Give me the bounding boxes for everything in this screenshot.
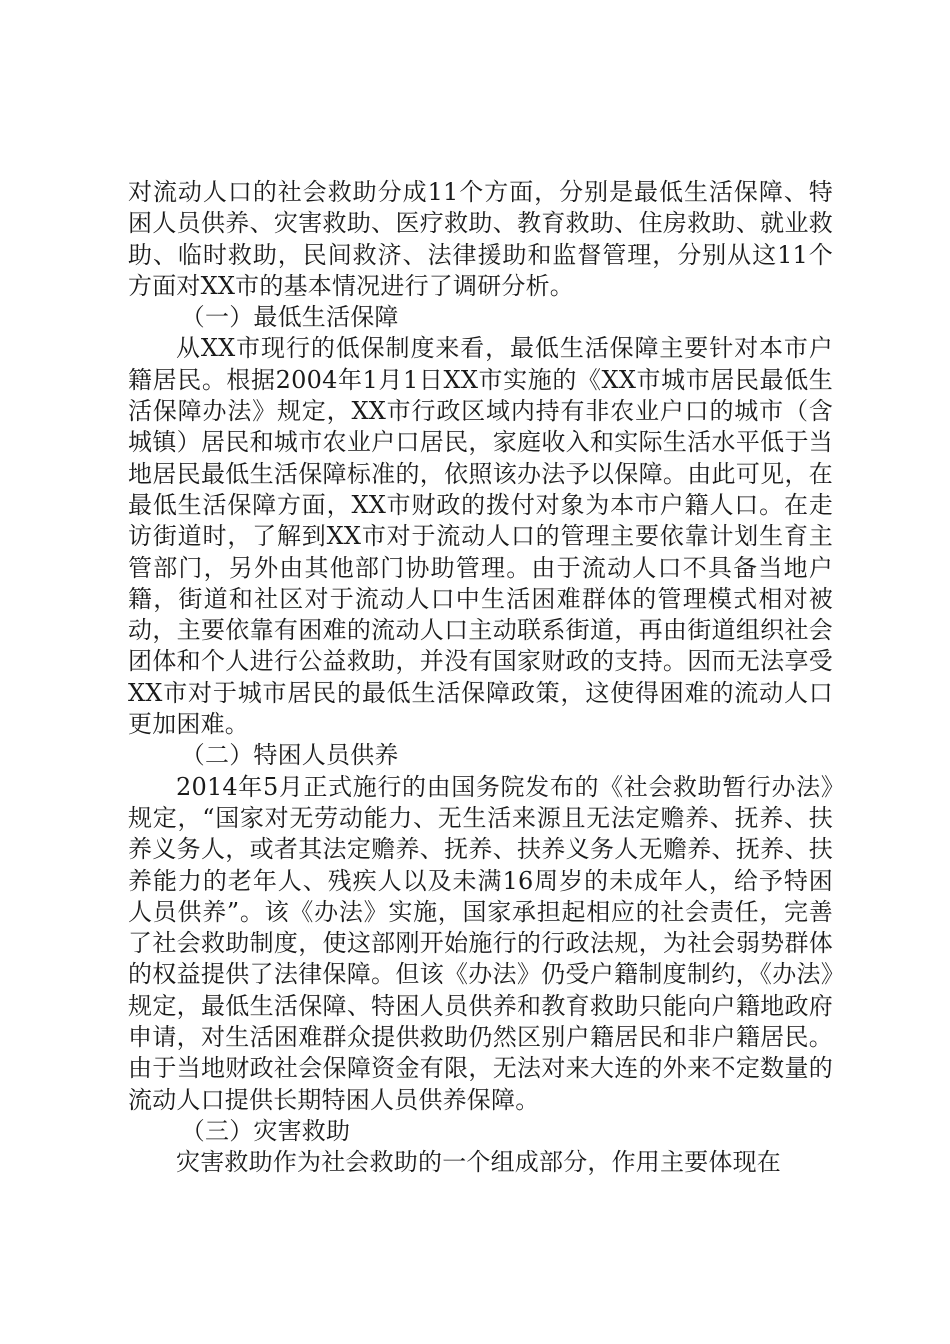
section-heading-minimum-living-security: （一）最低生活保障 — [180, 303, 399, 332]
section-heading-disaster-relief: （三）灾害救助 — [180, 1116, 351, 1145]
paragraph-minimum-living-security: 从XX市现行的低保制度来看，最低生活保障主要针对本市户籍居民。根据2004年1月1日XX市实施的《XX市城市居民最低生活保障办法》规定，XX市行政区域内持有非农业户口的城市（含城镇）居民和城市农业户口居民，家庭收入和实际生活水平低于当地居民最低生活保障标准的，依照该办法予以保障。由此可见，在最低生活保障方面，XX市财政的拨付对象为本市户籍人口。在走访街道时，了解到XX市对于流动人口的管理主要依靠计划生育主管部门，另外由其他部门协助管理。由于流动人口不具备当地户籍，街道和社区对于流动人口中生活困难群体的管理模式相对被动，主要依靠有困难的流动人口主动联系街道，再由街道组织社会团体和个人进行公益救助，并没有国家财政的支持。因而无法享受XX市对于城市居民的最低生活保障政策，这使得困难的流动人口更加困难。 — [128, 334, 833, 739]
section-heading-extreme-poverty-support: （二）特困人员供养 — [180, 741, 399, 770]
paragraph-extreme-poverty-support: 2014年5月正式施行的由国务院发布的《社会救助暂行办法》规定，“国家对无劳动能力、无生活来源且无法定赡养、抚养、扶养义务人，或者其法定赡养、抚养、扶养义务人无赡养、抚养、扶养能力的老年人、残疾人以及未满16周岁的未成年人，给予特困人员供养”。该《办法》实施，国家承担起相应的社会责任，完善了社会救助制度，使这部刚开始施行的行政法规，为社会弱势群体的权益提供了法律保障。但该《办法》仍受户籍制度制约，《办法》规定，最低生活保障、特困人员供养和教育救助只能向户籍地政府申请，对生活困难群众提供救助仍然区别户籍居民和非户籍居民。由于当地财政社会保障资金有限，无法对来大连的外来不定数量的流动人口提供长期特困人员供养保障。 — [128, 772, 833, 1114]
document-body — [128, 177, 833, 1179]
intro-paragraph: 对流动人口的社会救助分成11个方面，分别是最低生活保障、特困人员供养、灾害救助、医疗救助、教育救助、住房救助、就业救助、临时救助，民间救济、法律援助和监督管理，分别从这11个方面对XX市的基本情况进行了调研分析。 — [128, 178, 833, 300]
paragraph-disaster-relief: 灾害救助作为社会救助的一个组成部分，作用主要体现在 — [176, 1148, 781, 1177]
